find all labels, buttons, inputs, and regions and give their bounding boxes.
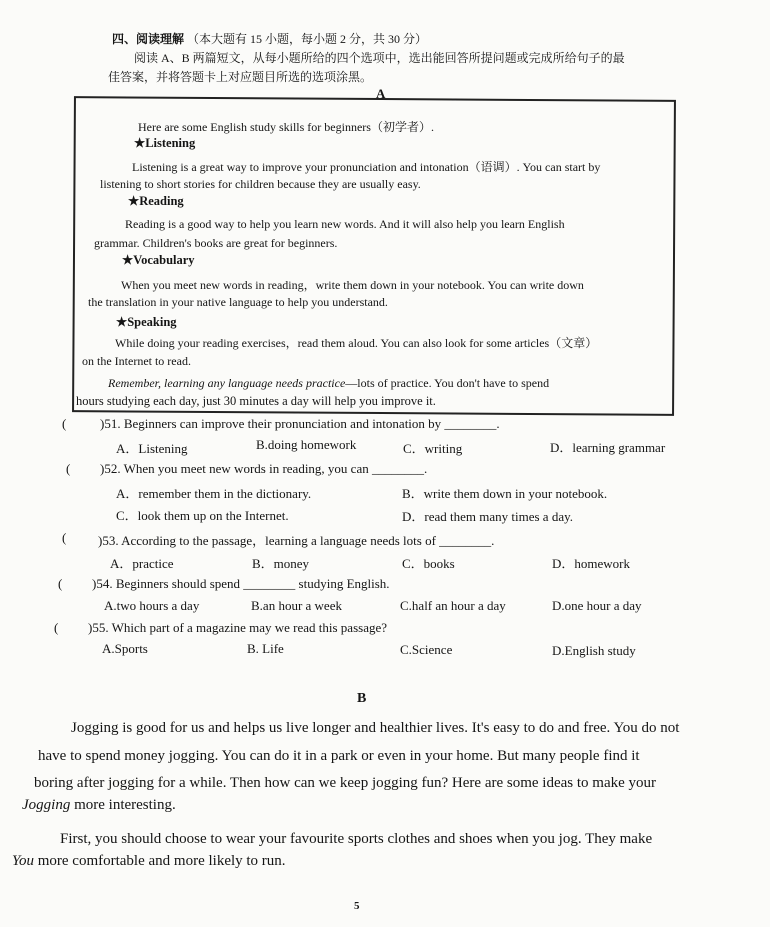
answer-paren-51[interactable]: (	[62, 416, 67, 431]
answer-paren-55[interactable]: (	[54, 620, 59, 635]
reading-heading: ★Reading	[128, 194, 184, 208]
q52-option-c[interactable]: C．look them up on the Internet.	[116, 508, 289, 523]
answer-paren-53[interactable]: (	[62, 530, 67, 545]
passage-b-line-4-lead: Jogging	[22, 797, 71, 813]
question-52-stem: )52. When you meet new words in reading, you can ________.	[100, 461, 428, 476]
answer-paren-52[interactable]: (	[66, 461, 71, 476]
listening-line-1: Listening is a great way to improve your pronunciation and intonation（语调）. You can start by	[132, 160, 601, 174]
q54-option-a[interactable]: A.two hours a day	[104, 598, 200, 613]
passage-b-line-6	[12, 853, 286, 870]
q55-option-b[interactable]: B. Life	[247, 641, 284, 656]
q51-option-d[interactable]: D．learning grammar	[550, 440, 666, 455]
remember-line-1	[108, 376, 549, 391]
answer-paren-54[interactable]: (	[58, 576, 63, 591]
passage-b-line-2: have to spend money jogging. You can do it in a park or even in your home. But many people find it	[38, 748, 640, 764]
vocabulary-heading: ★Vocabulary	[122, 253, 195, 267]
speaking-heading: ★Speaking	[116, 315, 177, 329]
remember-line-2: hours studying each day, just 30 minutes a day will help you improve it.	[76, 394, 436, 408]
q54-option-b[interactable]: B.an hour a week	[251, 598, 342, 613]
speaking-line-2: on the Internet to read.	[82, 354, 191, 368]
passage-b-line-6-rest: more comfortable and more likely to run.	[33, 853, 286, 869]
speaking-line-1: While doing your reading exercises，read them aloud. You can also look for some articles（文章）	[115, 336, 598, 350]
reading-line-2: grammar. Children's books are great for beginners.	[94, 236, 338, 250]
reading-line-1: Reading is a good way to help you learn new words. And it will also help you learn English	[125, 217, 565, 231]
page-number: 5	[354, 900, 360, 912]
listening-heading: ★Listening	[134, 136, 196, 150]
passage-b-line-5: First, you should choose to wear your favourite sports clothes and shoes when you jog. They make	[60, 831, 653, 847]
q52-option-d[interactable]: D．read them many times a day.	[402, 509, 573, 524]
passage-b-line-1: Jogging is good for us and helps us live longer and healthier lives. It's easy to do and free. You do not	[71, 720, 680, 736]
passage-a-label: A	[376, 86, 386, 101]
passage-b-line-4	[22, 797, 176, 814]
section-points: （本大题有 15 小题，每小题 2 分，共 30 分）	[187, 32, 428, 46]
remember-line-1a: Remember, learning any language needs practice	[108, 376, 346, 390]
q53-option-b[interactable]: B．money	[252, 556, 310, 571]
listening-line-2: listening to short stories for children because they are usually easy.	[100, 177, 421, 191]
question-55-stem: )55. Which part of a magazine may we read this passage?	[88, 620, 387, 635]
vocabulary-line-1: When you meet new words in reading，write them down in your notebook. You can write down	[121, 278, 584, 292]
q51-option-a[interactable]: A．Listening	[116, 441, 188, 456]
section-instructions-line2: 佳答案，并将答题卡上对应题目所选的选项涂黑。	[108, 70, 373, 84]
q55-option-a[interactable]: A.Sports	[102, 641, 148, 656]
passage-b-line-4-rest: more interesting.	[70, 797, 176, 813]
q52-option-b[interactable]: B．write them down in your notebook.	[402, 486, 608, 501]
q53-option-d[interactable]: D．homework	[552, 556, 630, 571]
passage-b-line-3: boring after jogging for a while. Then how can we keep jogging fun? Here are some ideas to make your	[34, 775, 657, 791]
q55-option-d[interactable]: D.English study	[552, 643, 636, 658]
question-53-stem: )53. According to the passage，learning a language needs lots of ________.	[98, 533, 495, 548]
question-51-stem: )51. Beginners can improve their pronunciation and intonation by ________.	[100, 416, 500, 431]
passage-b-label: B	[357, 691, 367, 706]
section-instructions-line1: 阅读 A、B 两篇短文，从每小题所给的四个选项中，选出能回答所提问题或完成所给句子的最	[134, 51, 625, 65]
q51-option-c[interactable]: C．writing	[403, 441, 463, 456]
passage-a-title: Here are some English study skills for beginners（初学者）.	[138, 120, 434, 134]
remember-line-1b: —lots of practice. You don't have to spend	[345, 376, 550, 390]
q54-option-d[interactable]: D.one hour a day	[552, 598, 642, 613]
section-title-text: 四、阅读理解	[112, 32, 185, 46]
q52-option-a[interactable]: A．remember them in the dictionary.	[116, 486, 312, 501]
q53-option-a[interactable]: A．practice	[110, 556, 174, 571]
vocabulary-line-2: the translation in your native language to help you understand.	[88, 295, 388, 309]
question-54-stem: )54. Beginners should spend ________ studying English.	[92, 576, 390, 591]
q51-option-b[interactable]: B.doing homework	[256, 437, 357, 452]
q54-option-c[interactable]: C.half an hour a day	[400, 598, 506, 613]
section-title	[112, 30, 427, 47]
q55-option-c[interactable]: C.Science	[400, 642, 453, 657]
passage-b-line-6-lead: You	[12, 853, 34, 869]
q53-option-c[interactable]: C．books	[402, 556, 455, 571]
